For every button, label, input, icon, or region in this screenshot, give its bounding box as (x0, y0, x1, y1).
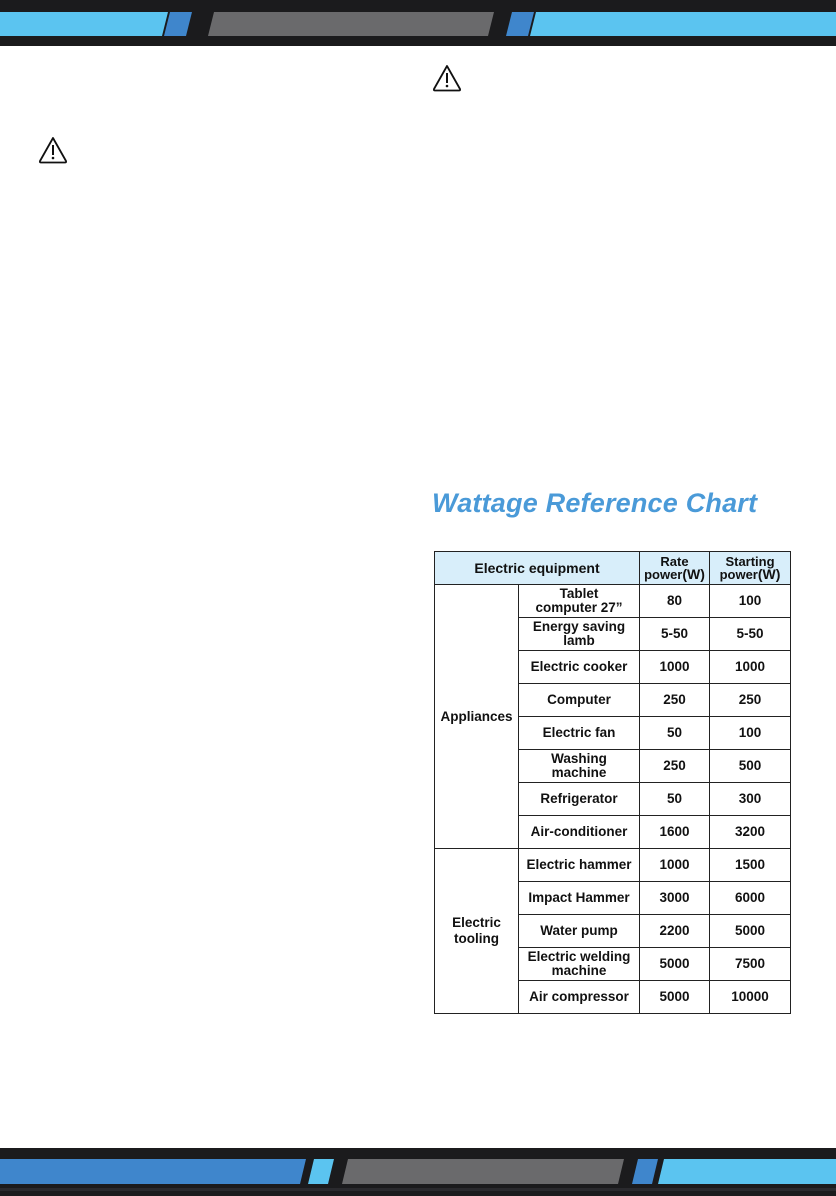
header-start-line1: Starting (725, 554, 775, 569)
rate-power-cell: 2200 (640, 915, 710, 948)
table-row (435, 849, 791, 882)
header-electric-equipment: Electric equipment (435, 552, 640, 585)
equipment-name-line: lamb (563, 633, 595, 648)
category-line: Electric (452, 915, 501, 930)
equipment-name-line: Electric hammer (526, 857, 632, 872)
equipment-name-line: Computer (547, 692, 611, 707)
header-start-unit: (W) (757, 566, 781, 582)
header-rate-power (640, 552, 710, 585)
equipment-name-line: Air-conditioner (530, 824, 628, 839)
equipment-name-line: machine (551, 963, 607, 978)
rate-power-cell: 5000 (640, 981, 710, 1014)
equipment-name-line: Refrigerator (540, 791, 618, 806)
header-rate-line2: power (644, 567, 683, 582)
equipment-name-line: Water pump (540, 923, 618, 938)
equipment-name-cell (519, 585, 640, 618)
rate-power-cell: 3000 (640, 882, 710, 915)
table-body (435, 585, 791, 1014)
rate-power-cell: 80 (640, 585, 710, 618)
equipment-name-cell (519, 750, 640, 783)
starting-power-cell: 250 (710, 684, 791, 717)
equipment-name-line: computer 27” (535, 600, 623, 615)
equipment-name-line: Electric fan (542, 725, 616, 740)
equipment-name-cell (519, 684, 640, 717)
equipment-name-line: Electric cooker (530, 659, 628, 674)
rate-power-cell: 5000 (640, 948, 710, 981)
equipment-name-cell (519, 915, 640, 948)
equipment-name-line: Air compressor (529, 989, 629, 1004)
warning-triangle-icon (38, 136, 68, 166)
rate-power-cell: 1000 (640, 651, 710, 684)
equipment-name-cell (519, 816, 640, 849)
header-rate-line1: Rate (660, 554, 689, 569)
rate-power-cell: 1600 (640, 816, 710, 849)
rate-power-cell: 50 (640, 717, 710, 750)
equipment-name-cell (519, 618, 640, 651)
equipment-name-cell (519, 948, 640, 981)
equipment-name-line: Washing (551, 751, 607, 766)
equipment-name-line: machine (551, 765, 607, 780)
table-row (435, 585, 791, 618)
equipment-name-cell (519, 849, 640, 882)
equipment-name-line: Impact Hammer (528, 890, 630, 905)
starting-power-cell: 3200 (710, 816, 791, 849)
equipment-name-line: Electric welding (527, 949, 631, 964)
category-cell: Appliances (435, 585, 519, 849)
equipment-name-cell (519, 717, 640, 750)
starting-power-cell: 6000 (710, 882, 791, 915)
starting-power-cell: 100 (710, 717, 791, 750)
page-footer-band (0, 1148, 836, 1196)
starting-power-cell: 300 (710, 783, 791, 816)
starting-power-cell: 100 (710, 585, 791, 618)
warning-triangle-icon (432, 64, 462, 94)
equipment-name-line: Tablet (559, 586, 599, 601)
rate-power-cell: 50 (640, 783, 710, 816)
rate-power-cell: 250 (640, 684, 710, 717)
starting-power-cell: 7500 (710, 948, 791, 981)
category-line: tooling (454, 931, 499, 946)
rate-power-cell: 5-50 (640, 618, 710, 651)
header-rate-unit: (W) (682, 566, 705, 582)
rate-power-cell: 250 (640, 750, 710, 783)
starting-power-cell: 1500 (710, 849, 791, 882)
equipment-name-cell (519, 981, 640, 1014)
equipment-name-cell (519, 783, 640, 816)
header-starting-power (710, 552, 791, 585)
category-cell (435, 849, 519, 1014)
starting-power-cell: 5000 (710, 915, 791, 948)
chart-title: Wattage Reference Chart (432, 488, 758, 518)
starting-power-cell: 5-50 (710, 618, 791, 651)
equipment-name-line: Energy saving (532, 619, 626, 634)
rate-power-cell: 1000 (640, 849, 710, 882)
equipment-name-cell (519, 651, 640, 684)
header-start-line2: power (719, 567, 758, 582)
page-header-band (0, 0, 836, 46)
starting-power-cell: 1000 (710, 651, 791, 684)
starting-power-cell: 10000 (710, 981, 791, 1014)
starting-power-cell: 500 (710, 750, 791, 783)
wattage-reference-table (434, 551, 791, 1014)
equipment-name-cell (519, 882, 640, 915)
table-header-row (435, 552, 791, 585)
